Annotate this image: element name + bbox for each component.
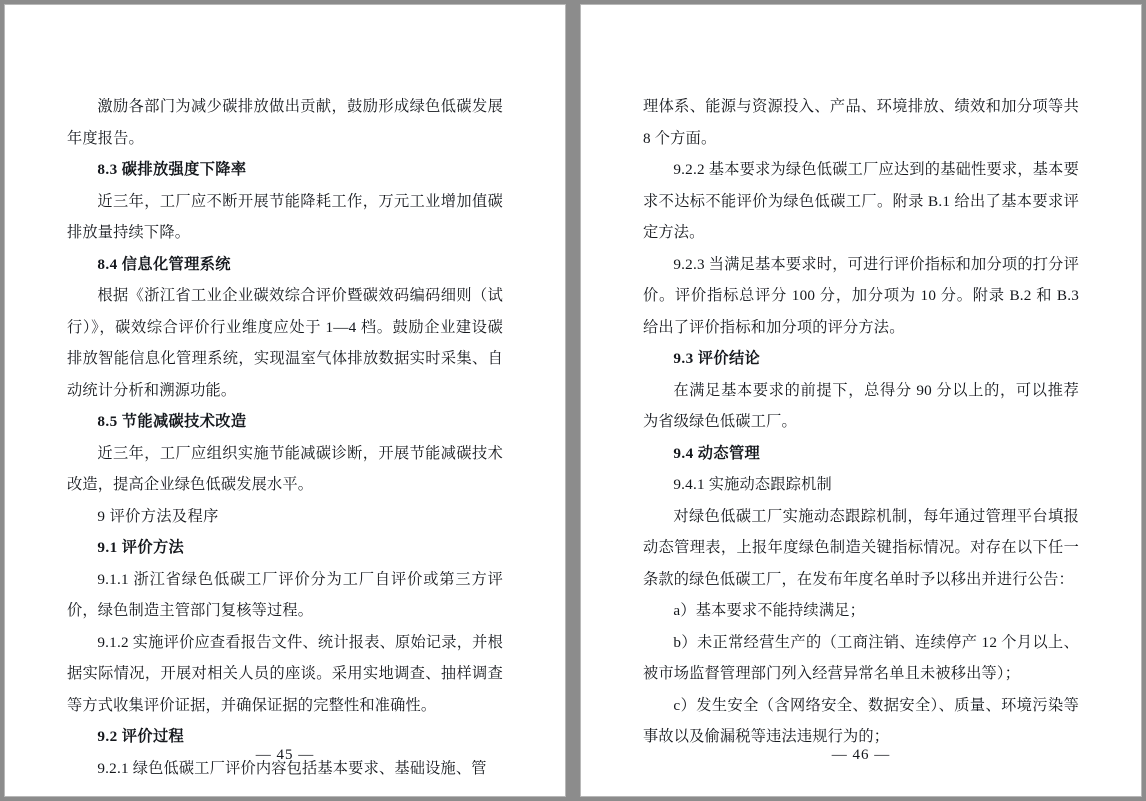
section-heading: 8.3 碳排放强度下降率 bbox=[97, 161, 247, 178]
section-heading: 9.2 评价过程 bbox=[97, 728, 185, 745]
paragraph: 9.4.1 实施动态跟踪机制 bbox=[673, 476, 832, 493]
section-heading: 9.3 评价结论 bbox=[673, 350, 761, 367]
chapter-heading: 9 评价方法及程序 bbox=[97, 507, 219, 525]
paragraph: 9.2.1 绿色低碳工厂评价内容包括基本要求、基础设施、管 bbox=[97, 759, 487, 777]
page-right bbox=[580, 4, 1142, 797]
paragraph: 近三年，工厂应组织实施节能减碳诊断，开展节能减碳技术改造，提高企业绿色低碳发展水平。 bbox=[67, 444, 503, 493]
paragraph: 理体系、能源与资源投入、产品、环境排放、绩效和加分项等共 8 个方面。 bbox=[643, 98, 1079, 147]
page-left bbox=[4, 4, 566, 797]
paragraph: 9.2.2 基本要求为绿色低碳工厂应达到的基础性要求，基本要求不达标不能评价为绿色低碳工厂。附录 B.1 给出了基本要求评定方法。 bbox=[643, 161, 1079, 241]
section-heading: 8.4 信息化管理系统 bbox=[97, 255, 231, 273]
paragraph: 对绿色低碳工厂实施动态跟踪机制，每年通过管理平台填报动态管理表，上报年度绿色制造关键指标情况。对存在以下任一条款的绿色低碳工厂，在发布年度名单时予以移出并进行公告： bbox=[643, 507, 1079, 588]
paragraph: 9.2.3 当满足基本要求时，可进行评价指标和加分项的打分评价。评价指标总评分 100 分，加分项为 10 分。附录 B.2 和 B.3 给出了评价指标和加分项的评分方法。 bbox=[643, 255, 1079, 336]
list-item: a）基本要求不能持续满足； bbox=[673, 602, 865, 619]
paragraph: 9.1.2 实施评价应查看报告文件、统计报表、原始记录，并根据实际情况，开展对相关人员的座谈。采用实地调查、抽样调查等方式收集评价证据，并确保证据的完整性和准确性。 bbox=[67, 633, 503, 714]
page-right-body bbox=[643, 91, 1079, 745]
section-heading: 8.5 节能减碳技术改造 bbox=[97, 413, 247, 430]
section-heading: 9.1 评价方法 bbox=[97, 539, 185, 556]
paragraph: 在满足基本要求的前提下，总得分 90 分以上的，可以推荐为省级绿色低碳工厂。 bbox=[643, 381, 1079, 430]
list-item: b）未正常经营生产的（工商注销、连续停产 12 个月以上、被市场监督管理部门列入经营异常名单且未被移出等）； bbox=[643, 633, 1079, 682]
list-item: c）发生安全（含网络安全、数据安全）、质量、环境污染等事故以及偷漏税等违法违规行为的； bbox=[643, 696, 1079, 745]
paragraph: 激励各部门为减少碳排放做出贡献，鼓励形成绿色低碳发展年度报告。 bbox=[67, 98, 503, 147]
paragraph: 9.1.1 浙江省绿色低碳工厂评价分为工厂自评价或第三方评价，绿色制造主管部门复核等过程。 bbox=[67, 570, 503, 619]
section-heading: 9.4 动态管理 bbox=[673, 444, 761, 462]
page-number-right: — 46 — bbox=[831, 747, 891, 763]
paragraph: 近三年，工厂应不断开展节能降耗工作，万元工业增加值碳排放量持续下降。 bbox=[67, 192, 503, 241]
page-number-left: — 45 — bbox=[255, 747, 315, 763]
paragraph: 根据《浙江省工业企业碳效综合评价暨碳效码编码细则（试行）》，碳效综合评价行业维度应处于 1—4 档。鼓励企业建设碳排放智能信息化管理系统，实现温室气体排放数据实时采集、自动统计分析和溯源功能。 bbox=[67, 287, 503, 399]
